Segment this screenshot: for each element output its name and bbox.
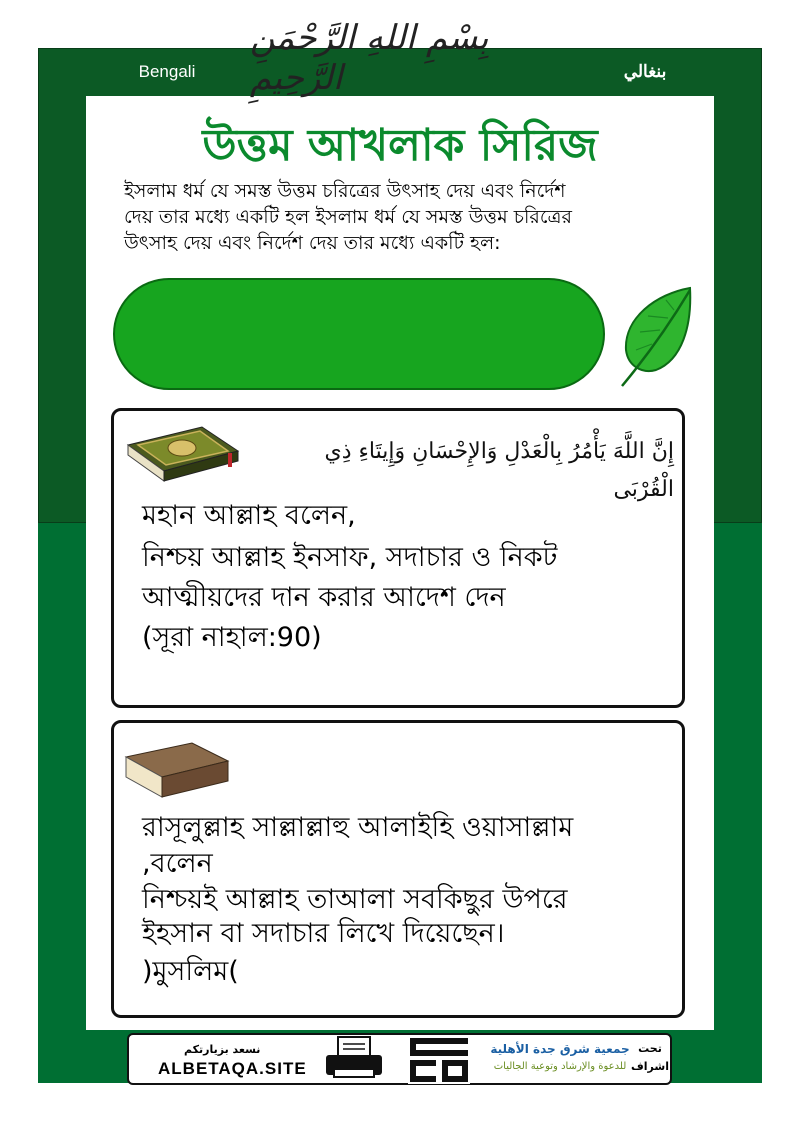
hadith-line: ,বলেন (142, 848, 213, 879)
site-link[interactable]: ALBETAQA.SITE (158, 1059, 307, 1078)
organization-subtitle: للدعوة والإرشاد وتوعية الجاليات (493, 1061, 627, 1072)
hadith-line: ইহসান বা সদাচার লিখে দিয়েছেন। (142, 918, 505, 949)
printer-icon[interactable] (322, 1035, 386, 1083)
intro-line: ইসলাম ধর্ম যে সমস্ত উত্তম চরিত্রের উৎসাহ দেয় এবং নির্দেশ (124, 180, 566, 202)
arabic-verse: إِنَّ اللَّهَ يَأْمُرُ بِالْعَدْلِ وَالإِحْسَانِ وَإِيتَاءِ ذِي الْقُرْبَى (324, 439, 674, 502)
organization-logo (490, 1040, 630, 1080)
green-banner (113, 278, 605, 390)
intro-line: উৎসাহ দেয় এবং নির্দেশ দেয় তার মধ্যে একটি হল: (124, 232, 501, 254)
visit-text: نسعد بزيارتكم (184, 1043, 261, 1056)
intro-line: দেয় তার মধ্যে একটি হল ইসলাম ধর্ম যে সমস্ত উত্তম চরিত্রের (124, 206, 572, 228)
page-title: উত্তম আখলাক সিরিজ (202, 120, 598, 171)
hadith-line: রাসূলুল্লাহ সাল্লাল্লাহু আলাইহি ওয়াসাল্লাম (142, 812, 574, 843)
verse-line: নিশ্চয় আল্লাহ ইনসাফ, সদাচার ও নিকট (142, 542, 558, 573)
book-icon (120, 737, 232, 803)
language-tag-english: Bengali (112, 50, 222, 94)
hadith-reference: )মুসলিম( (142, 956, 239, 987)
verse-line: আত্মীয়দের দান করার আদেশ দেন (142, 582, 506, 613)
logo-kufic-icon (408, 1036, 470, 1084)
leaf-icon (616, 286, 696, 390)
verse-line: মহান আল্লাহ বলেন, (142, 500, 356, 531)
quran-verse-card (111, 408, 685, 708)
language-tag-arabic: بنغالي (560, 50, 730, 94)
organization-name: جمعية شرق جدة الأهلية (490, 1042, 630, 1056)
quran-book-icon (124, 423, 240, 483)
hadith-line: নিশ্চয়ই আল্লাহ তাআলা সবকিছুর উপরে (142, 884, 568, 915)
supervision-label-line: تحت (638, 1042, 662, 1055)
basmala-calligraphy: بِسْمِ اللهِ الرَّحْمَنِ الرَّحِيمِ (250, 18, 489, 98)
hadith-card (111, 720, 685, 1018)
supervision-label-line: اشراف (631, 1060, 669, 1073)
supervision-label (630, 1040, 670, 1076)
verse-reference: (সূরা নাহাল:90) (142, 622, 322, 653)
intro-paragraph (124, 178, 704, 256)
